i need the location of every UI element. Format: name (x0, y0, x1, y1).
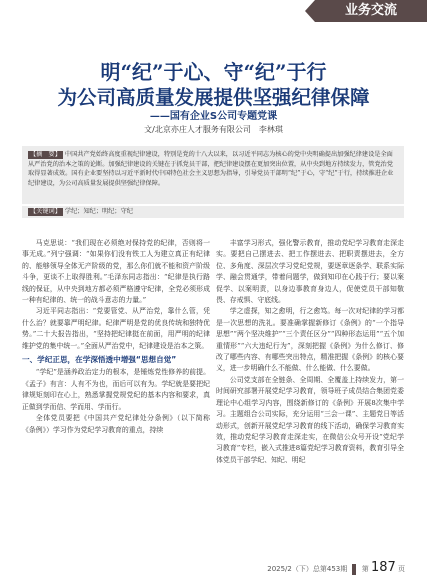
keywords-text: 学纪；知纪；明纪；守纪 (64, 208, 133, 215)
abstract-text: 中国共产党始终高度重视纪律建设，特别是党的十八大以来，以习近平同志为核心的党中央明确提出加强纪律建设是全面从严治党的治本之策的论断。加强纪律建设的关键在于抓党员干部，把纪律建设摆在更加突出位置，从中央到地方持续发力，管党治党取得显著成效。国有企业要坚持以习近平新时代中国特色社会主义思想为指导，引导党员干部明“纪”于心，守“纪”于行，持续推进企业纪律建设，为公司高质量发展提供坚强纪律保障。 (28, 151, 394, 187)
keywords-box (22, 206, 404, 218)
section-tag: 业务交流 (315, 0, 427, 22)
body-paragraph: 丰富学习形式，强化警示教育，推动党纪学习教育走深走实。要把自己摆进去、把工作摆进去、把职责摆进去，全方位、多角度、深层次学习党纪党规，要逐章逐条学、联系实际学、融会贯通学，带着问题学，做到知印在心践于行；要以案促学、以案明责，以身边事教育身边人，促使党员干部知敬畏、存戒惧、守底线。 (216, 239, 404, 305)
right-column (216, 238, 404, 466)
body-paragraph: 习近平同志指出：“党要管党、从严治党，靠什么管，凭什么治？就要靠严明纪律。纪律严明是党的优良传统和独特优势。”二十大报告指出，“坚持把纪律挺在前面，用严明的纪律维护党的集中统一。”全面从严治党中，纪律建设是治本之策。 (22, 307, 210, 350)
keywords-label: 【关键词】 (30, 208, 61, 215)
page-footer (267, 560, 405, 575)
article-subtitle: ——国有企业S公司专题党课 (149, 111, 278, 122)
page-label: 第 (361, 565, 369, 573)
body-paragraph: 公司党支部在全链条、全周期、全覆盖上持续发力，第一时间研究部署开展党纪学习教育，领导班子成员结合集团党委理论中心组学习内容，围绕新修订的《条例》开展8次集中学习。主题组合公司实际，充分运用“三会一课”、主题党日等活动形式，创新开展党纪学习教育的线下活动，确保学习教育实效，推动党纪学习教育走深走实，在微信公众号开设“党纪学习教育”专栏，嵌入式推进8篇党纪学习教育资料，教育引导全体党员干部学纪、知纪、明纪 (216, 375, 404, 464)
body-paragraph: “学纪”是涵养政治定力的根本，是锤炼党性修养的前提。《孟子》有言：人有不为也，而后可以有为。学纪就是要把纪律规矩刻印在心上，熟悉掌握党规党纪的基本内容和要求，真正做到学而信、学而用、学而行。 (22, 368, 210, 411)
section-heading: 一、学纪正思，在学深悟透中增强“思想自觉” (22, 355, 177, 365)
body-paragraph: 学之虚探，知之愈明，行之愈笃。每一次对纪律的学习都是一次思想的洗礼。要准确掌握新修订《条例》的“一个指导思想”“两个坚决维护”“三个责任区分”“四种形态运用”“五个加重情形”“六大违纪行为”，深刻把握《条例》为什么修订、修改了哪些内容、有哪些突出特点，精准把握《条例》的核心要义，进一步明确什么不能做、什么能做、什么要做。 (216, 307, 404, 373)
page-number: 187 (370, 560, 396, 575)
body-paragraph: 全体党员要把《中国共产党纪律处分条例》（以下简称《条例》）学习作为党纪学习教育的重点，持续 (22, 414, 210, 434)
article-title-line2: 为公司高质量发展提供坚强纪律保障 (57, 86, 370, 109)
article-title-line1: 明“纪”于心、守“纪”于行 (100, 60, 327, 84)
page-unit: 页 (398, 565, 405, 573)
author-line: 文/北京亦庄人才服务有限公司 李林琪 (144, 125, 283, 134)
issue-info: 2025/2（下）总第453期 (267, 565, 348, 573)
body-paragraph: 马克思说：“我们现在必须绝对保持党的纪律，否则将一事无成。”列宁强调：“如果你们没有铁工人为建立真正有纪律的、能够领导全体无产阶级的党，那么你们就不能和资产阶级斗争，更谈不上取得胜利。”毛泽东同志指出：“纪律是执行路线的保证，从中央到地方都必须严格遵守纪律，全党必须形成一种有纪律的、统一的战斗意志的力量。” (22, 239, 210, 305)
abstract-box (22, 146, 404, 204)
left-column (22, 238, 210, 436)
abstract-label: 【摘 要】 (30, 151, 61, 158)
footer-divider (352, 564, 356, 575)
